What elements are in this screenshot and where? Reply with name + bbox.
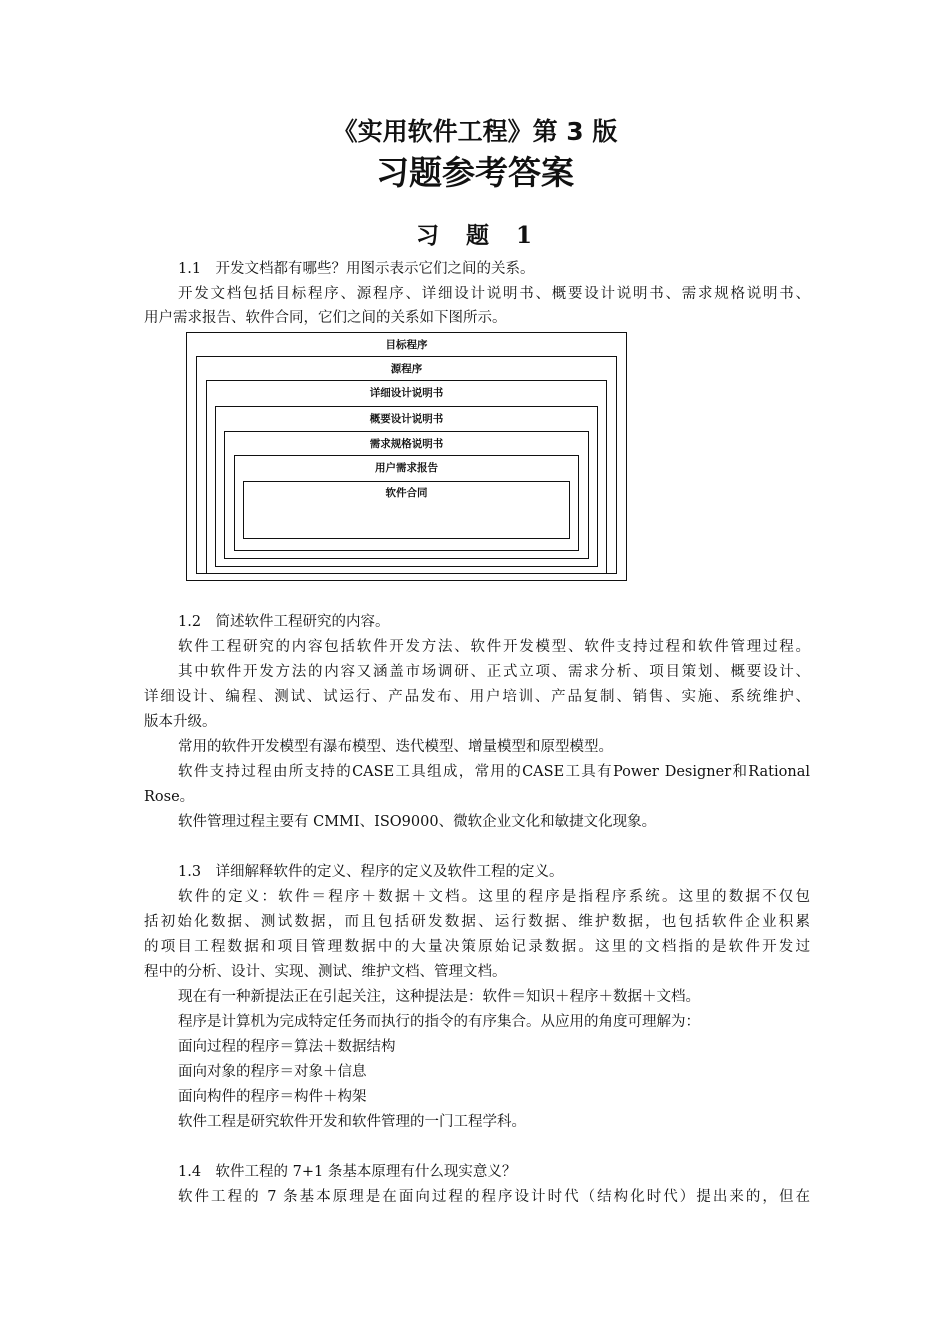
diagram-label: 软件合同 [385,487,428,499]
question-1-2: 1.2 简述软件工程研究的内容。 [178,614,390,630]
question-1-1: 1.1 开发文档都有哪些？用图示表示它们之间的关系。 [178,261,535,277]
answer-1-3-line: 面向对象的程序＝对象＋信息 [178,1064,367,1080]
answer-1-2-line: Rose。 [144,789,195,805]
question-1-4: 1.4 软件工程的 7+1 条基本原理有什么现实意义？ [178,1164,517,1180]
answer-1-3-line: 的项目工程数据和项目管理数据中的大量决策原始记录数据。这里的文档指的是软件开发过 [144,939,810,955]
answer-1-3-line: 面向构件的程序＝构件＋构架 [178,1089,367,1105]
document-hierarchy-diagram [186,332,627,581]
diagram-label: 概要设计说明书 [369,413,444,425]
answer-1-3-line: 括初始化数据、测试数据，而且包括研发数据、运行数据、维护数据，也包括软件企业积累 [144,914,810,930]
answer-1-1-line: 开发文档包括目标程序、源程序、详细设计说明书、概要设计说明书、需求规格说明书、 [178,286,810,302]
section-heading: 习 题 1 [415,222,534,249]
answer-1-2-line: 常用的软件开发模型有瀑布模型、迭代模型、增量模型和原型模型。 [178,739,613,755]
answer-1-2-line: 软件支持过程由所支持的CASE工具组成，常用的CASE工具有Power Designer和Rational [178,764,810,780]
question-1-3: 1.3 详细解释软件的定义、程序的定义及软件工程的定义。 [178,864,564,880]
diagram-box-software-contract [243,481,570,539]
diagram-label: 源程序 [390,363,423,375]
answer-1-2-line: 软件工程研究的内容包括软件开发方法、软件开发模型、软件支持过程和软件管理过程。 [178,639,810,655]
document-title: 《实用软件工程》第 3 版 [332,117,618,146]
answer-1-2-line: 版本升级。 [144,714,217,730]
answer-1-2-line: 其中软件开发方法的内容又涵盖市场调研、正式立项、需求分析、项目策划、概要设计、 [178,664,810,680]
diagram-label: 目标程序 [385,339,428,351]
answer-1-2-line: 软件管理过程主要有 CMMI、ISO9000、微软企业文化和敏捷文化现象。 [178,814,657,830]
answer-1-2-line: 详细设计、编程、测试、试运行、产品发布、用户培训、产品复制、销售、实施、系统维护、 [144,689,810,705]
answer-1-3-line: 现在有一种新提法正在引起关注，这种提法是：软件＝知识＋程序＋数据＋文档。 [178,989,700,1005]
diagram-label: 详细设计说明书 [369,387,444,399]
answer-1-1-line: 用户需求报告、软件合同，它们之间的关系如下图所示。 [144,310,507,326]
answer-1-3-line: 面向过程的程序＝算法＋数据结构 [178,1039,396,1055]
answer-1-3-line: 程中的分析、设计、实现、测试、维护文档、管理文档。 [144,964,507,980]
answer-1-4-line: 软件工程的 7 条基本原理是在面向过程的程序设计时代（结构化时代）提出来的，但在 [178,1189,810,1205]
answer-1-3-line: 软件工程是研究软件开发和软件管理的一门工程学科。 [178,1114,526,1130]
answer-1-3-line: 程序是计算机为完成特定任务而执行的指令的有序集合。从应用的角度可理解为： [178,1014,700,1030]
diagram-label: 需求规格说明书 [369,438,444,450]
diagram-label: 用户需求报告 [375,462,438,474]
document-subtitle: 习题参考答案 [376,153,574,192]
answer-1-3-line: 软件的定义：软件＝程序＋数据＋文档。这里的程序是指程序系统。这里的数据不仅包 [178,889,810,905]
